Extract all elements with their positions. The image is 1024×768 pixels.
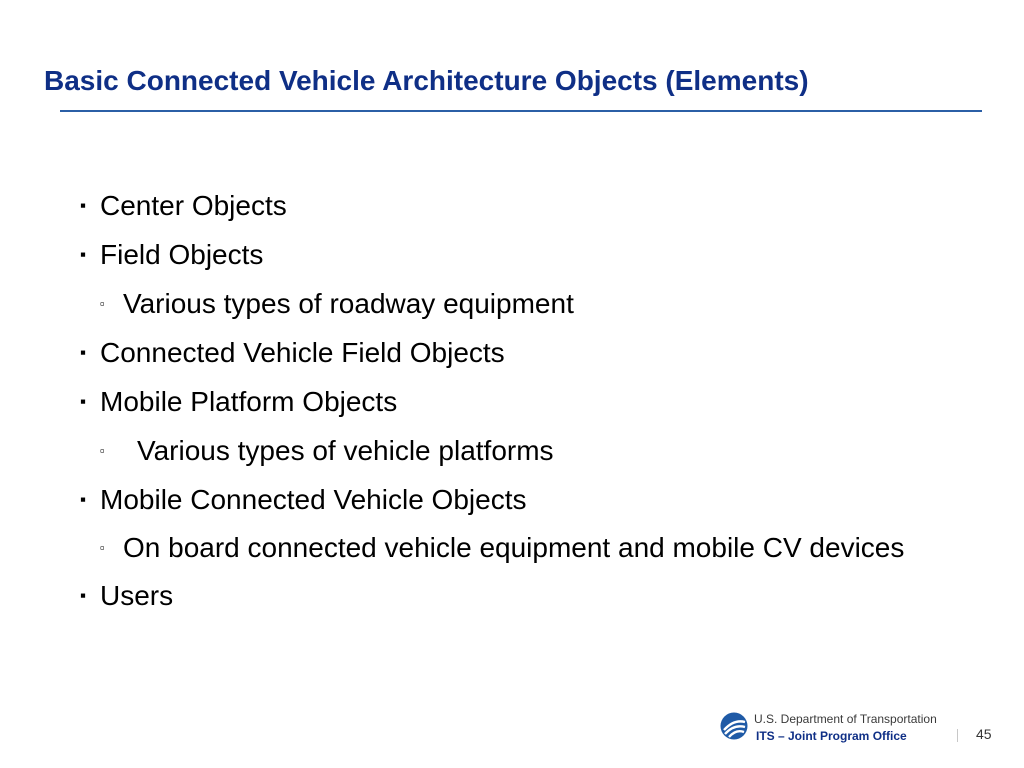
bullet-cv-field-objects	[78, 332, 978, 373]
bullet-text: Mobile Platform Objects	[100, 386, 398, 417]
bullet-field-objects	[78, 234, 978, 275]
bullet-text: Connected Vehicle Field Objects	[100, 337, 505, 368]
bullet-users	[78, 575, 978, 616]
bullet-text: Center Objects	[100, 190, 287, 221]
agency-name: U.S. Department of Transportation	[754, 712, 937, 726]
title-underline	[60, 110, 982, 112]
bullet-list	[78, 185, 978, 624]
sub-bullet-onboard-equipment	[78, 528, 978, 567]
bullet-center-objects	[78, 185, 978, 226]
bullet-text: Users	[100, 580, 174, 611]
bullet-text: Mobile Connected Vehicle Objects	[100, 484, 527, 515]
square-bullet-icon: ▪	[80, 490, 87, 509]
usdot-logo-icon	[720, 712, 748, 740]
bullet-text: Field Objects	[100, 239, 264, 270]
office-name: ITS – Joint Program Office	[756, 729, 907, 743]
hollow-square-bullet-icon: ▫	[100, 443, 105, 458]
sub-bullet-text: Various types of vehicle platforms	[137, 435, 554, 466]
page-number: 45	[976, 726, 992, 742]
square-bullet-icon: ▪	[80, 586, 87, 605]
slide-title: Basic Connected Vehicle Architecture Objects (Elements)	[44, 65, 809, 96]
sub-bullet-roadway-equipment	[78, 283, 978, 324]
square-bullet-icon: ▪	[80, 392, 87, 411]
sub-bullet-text: Various types of roadway equipment	[123, 288, 574, 319]
hollow-square-bullet-icon: ▫	[100, 296, 105, 311]
bullet-mobile-platform-objects	[78, 381, 978, 422]
bullet-mobile-cv-objects	[78, 479, 978, 520]
square-bullet-icon: ▪	[80, 245, 87, 264]
square-bullet-icon: ▪	[80, 343, 87, 362]
square-bullet-icon: ▪	[80, 196, 87, 215]
footer-divider	[957, 729, 958, 742]
hollow-square-bullet-icon: ▫	[100, 540, 105, 555]
sub-bullet-text: On board connected vehicle equipment and mobile CV devices	[123, 532, 905, 563]
sub-bullet-vehicle-platforms	[78, 430, 978, 471]
